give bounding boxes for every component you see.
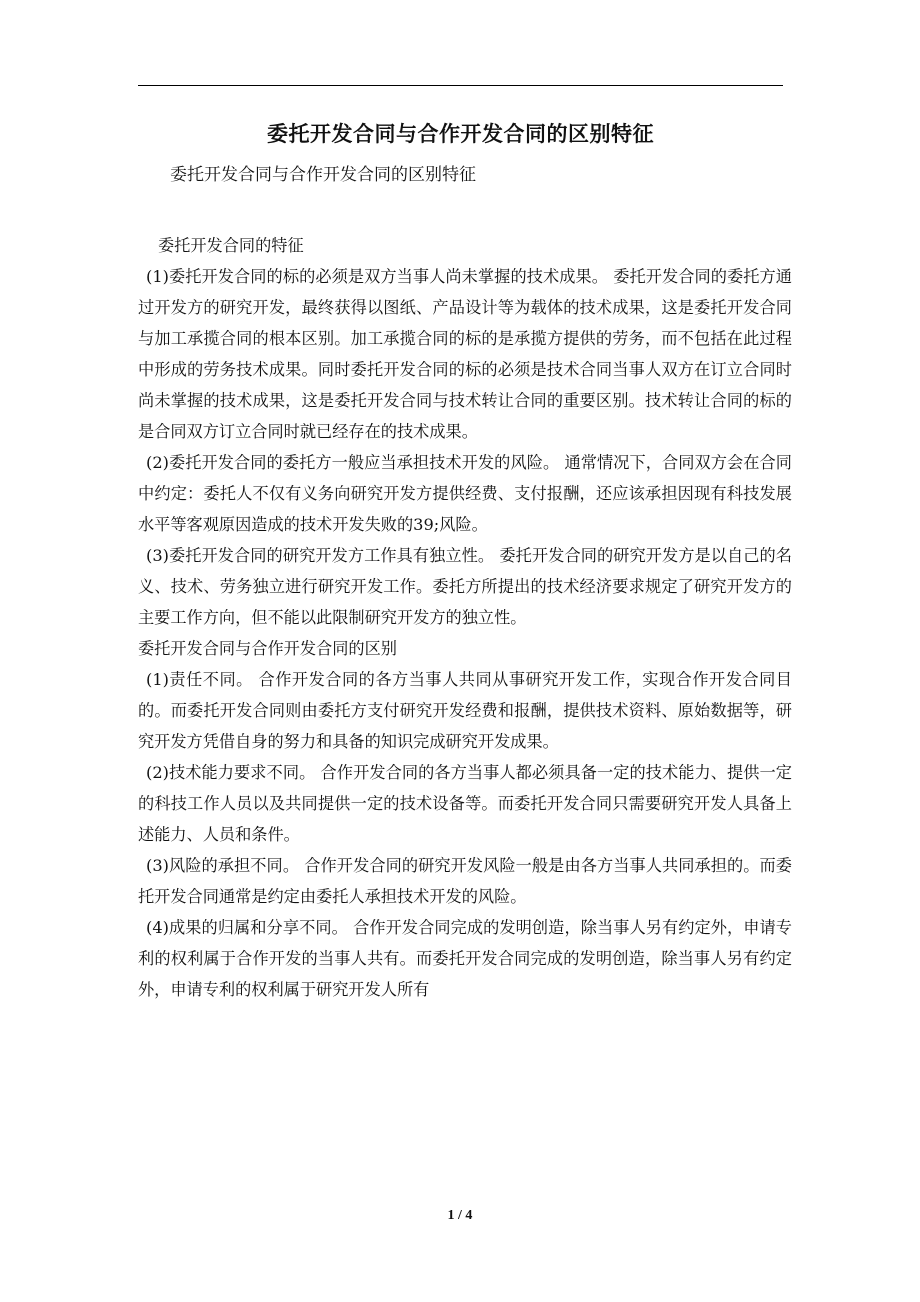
section-heading: 委托开发合同的特征 xyxy=(158,236,304,255)
paragraph: (3)风险的承担不同。 合作开发合同的研究开发风险一般是由各方当事人共同承担的。而委托开发合同通常是约定由委托人承担技术开发的风险。 xyxy=(138,856,792,906)
paragraph: (3)委托开发合同的研究开发方工作具有独立性。 委托开发合同的研究开发方是以自己的名义、技术、劳务独立进行研究开发工作。委托方所提出的技术经济要求规定了研究开发方的主要工作方向，但不能以此限制研究开发方的独立性。 xyxy=(138,546,792,627)
header-rule xyxy=(138,85,783,86)
paragraph: (1)责任不同。 合作开发合同的各方当事人共同从事研究开发工作，实现合作开发合同目的。而委托开发合同则由委托方支付研究开发经费和报酬，提供技术资料、原始数据等，研究开发方凭借自身的努力和具备的知识完成研究开发成果。 xyxy=(138,670,792,751)
page-indicator: 1 / 4 xyxy=(447,1208,473,1223)
document-subtitle: 委托开发合同与合作开发合同的区别特征 xyxy=(170,165,476,185)
section-heading: 委托开发合同与合作开发合同的区别 xyxy=(138,639,397,658)
paragraph: (1)委托开发合同的标的必须是双方当事人尚未掌握的技术成果。 委托开发合同的委托方通过开发方的研究开发，最终获得以图纸、产品设计等为载体的技术成果，这是委托开发合同与加工承揽合同的根本区别。加工承揽合同的标的是承揽方提供的劳务，而不包括在此过程中形成的劳务技术成果。同时委托开发合同的标的必须是技术合同当事人双方在订立合同时尚未掌握的技术成果，这是委托开发合同与技术转让合同的重要区别。技术转让合同的标的是合同双方订立合同时就已经存在的技术成果。 xyxy=(138,267,792,441)
document-body xyxy=(138,230,792,1005)
paragraph: (2)委托开发合同的委托方一般应当承担技术开发的风险。 通常情况下，合同双方会在合同中约定：委托人不仅有义务向研究开发方提供经费、支付报酬，还应该承担因现有科技发展水平等客观原因造成的技术开发失败的39;风险。 xyxy=(138,453,792,534)
document-title: 委托开发合同与合作开发合同的区别特征 xyxy=(267,121,654,146)
paragraph: (4)成果的归属和分享不同。 合作开发合同完成的发明创造，除当事人另有约定外，申请专利的权利属于合作开发的当事人共有。而委托开发合同完成的发明创造，除当事人另有约定外，申请专利的权利属于研究开发人所有 xyxy=(138,918,792,999)
paragraph: (2)技术能力要求不同。 合作开发合同的各方当事人都必须具备一定的技术能力、提供一定的科技工作人员以及共同提供一定的技术设备等。而委托开发合同只需要研究开发人具备上述能力、人员和条件。 xyxy=(138,763,792,844)
